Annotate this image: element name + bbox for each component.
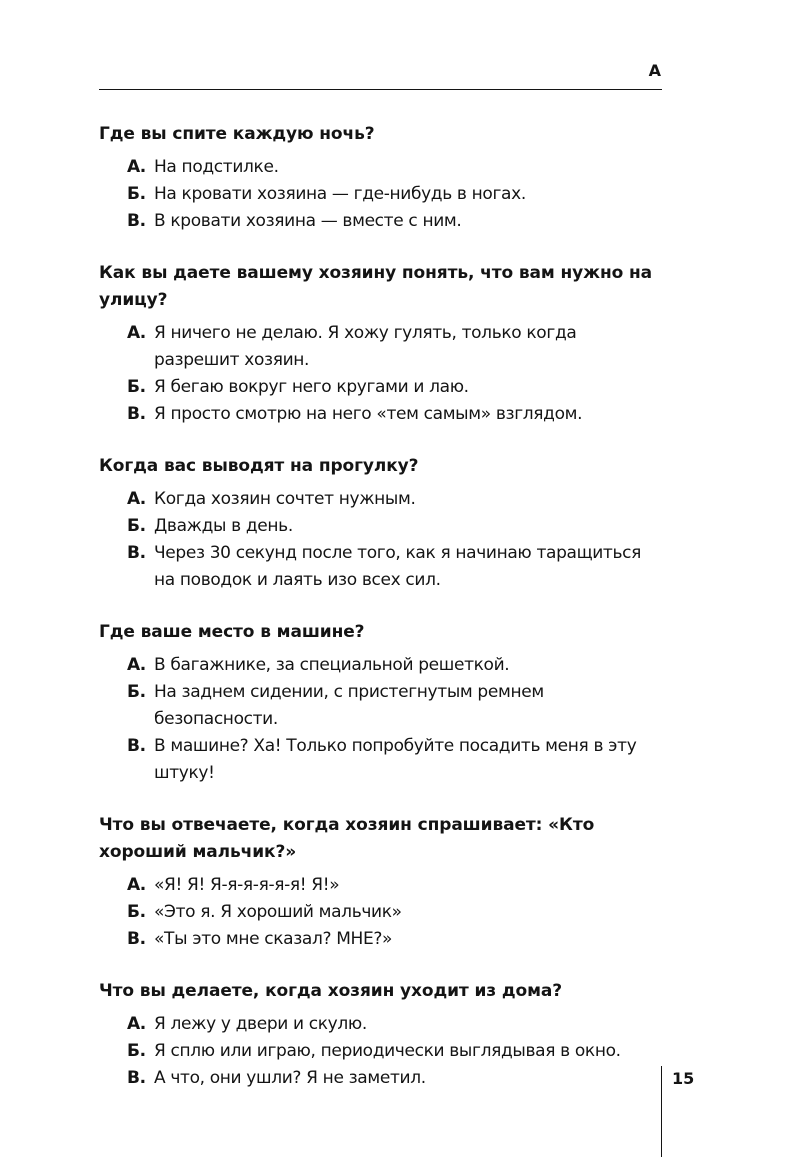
answer-b	[99, 181, 665, 208]
answer-text: Я лежу у двери и скулю.	[154, 1014, 367, 1034]
answer-list	[99, 486, 665, 594]
answer-b	[99, 679, 665, 733]
question-title: Как вы даете вашему хозяину понять, что вам нужно на улицу?	[99, 263, 653, 310]
answer-c	[99, 401, 665, 428]
question-title: Где вы спите каждую ночь?	[99, 124, 375, 144]
header-rule	[99, 89, 662, 90]
answer-letter: Б.	[127, 902, 146, 922]
answer-a	[99, 486, 665, 513]
answer-text: В багажнике, за специальной решеткой.	[154, 655, 510, 675]
answer-b	[99, 374, 665, 401]
running-head: А	[648, 61, 661, 80]
answer-letter: В.	[127, 736, 146, 756]
answer-a	[99, 154, 665, 181]
answer-letter: Б.	[127, 184, 146, 204]
answer-text: «Это я. Я хороший мальчик»	[154, 902, 402, 922]
answer-b	[99, 1038, 665, 1065]
question-6	[99, 978, 665, 1092]
question-4	[99, 619, 665, 787]
answer-text: Я бегаю вокруг него кругами и лаю.	[154, 377, 469, 397]
answer-text: «Ты это мне сказал? МНЕ?»	[154, 929, 393, 949]
answer-letter: В.	[127, 543, 146, 563]
answer-letter: А.	[127, 157, 146, 177]
answer-list	[99, 154, 665, 235]
answer-text: Дважды в день.	[154, 516, 293, 536]
answer-list	[99, 320, 665, 428]
answer-text: На кровати хозяина — где-нибудь в ногах.	[154, 184, 526, 204]
answer-letter: Б.	[127, 682, 146, 702]
answer-text: В кровати хозяина — вместе с ним.	[154, 211, 462, 231]
answer-text: А что, они ушли? Я не заметил.	[154, 1068, 426, 1088]
answer-list	[99, 1011, 665, 1092]
question-2	[99, 260, 665, 428]
answer-letter: А.	[127, 875, 146, 895]
answer-letter: А.	[127, 489, 146, 509]
answer-letter: В.	[127, 404, 146, 424]
answer-a	[99, 1011, 665, 1038]
answer-text: Через 30 секунд после того, как я начинаю таращиться на поводок и лаять изо всех сил.	[154, 543, 642, 590]
answer-letter: Б.	[127, 516, 146, 536]
answer-letter: В.	[127, 929, 146, 949]
question-5	[99, 812, 665, 953]
answer-text: Я сплю или играю, периодически выглядывая в окно.	[154, 1041, 621, 1061]
question-title: Что вы отвечаете, когда хозяин спрашивает: «Кто хороший мальчик?»	[99, 815, 595, 862]
answer-list	[99, 652, 665, 787]
page-number: 15	[672, 1069, 695, 1088]
answer-letter: Б.	[127, 377, 146, 397]
answer-a	[99, 872, 665, 899]
answer-text: На заднем сидении, с пристегнутым ремнем безопасности.	[154, 682, 544, 729]
answer-letter: В.	[127, 211, 146, 231]
answer-c	[99, 733, 665, 787]
question-title: Когда вас выводят на прогулку?	[99, 456, 419, 476]
answer-letter: А.	[127, 1014, 146, 1034]
answer-text: «Я! Я! Я-я-я-я-я-я! Я!»	[154, 875, 340, 895]
answer-text: На подстилке.	[154, 157, 279, 177]
answer-text: Я ничего не делаю. Я хожу гулять, только когда разрешит хозяин.	[154, 323, 577, 370]
answer-c	[99, 208, 665, 235]
quiz-content	[99, 121, 665, 1117]
answer-text: Я просто смотрю на него «тем самым» взглядом.	[154, 404, 583, 424]
answer-a	[99, 652, 665, 679]
answer-c	[99, 540, 665, 594]
answer-b	[99, 899, 665, 926]
page-number-rule	[661, 1066, 662, 1157]
question-1	[99, 121, 665, 235]
answer-a	[99, 320, 665, 374]
answer-b	[99, 513, 665, 540]
answer-c	[99, 926, 665, 953]
answer-list	[99, 872, 665, 953]
answer-text: Когда хозяин сочтет нужным.	[154, 489, 416, 509]
answer-text: В машине? Ха! Только попробуйте посадить меня в эту штуку!	[154, 736, 637, 783]
answer-letter: А.	[127, 655, 146, 675]
answer-letter: А.	[127, 323, 146, 343]
question-title: Что вы делаете, когда хозяин уходит из дома?	[99, 981, 563, 1001]
answer-letter: Б.	[127, 1041, 146, 1061]
answer-c	[99, 1065, 665, 1092]
question-3	[99, 453, 665, 594]
question-title: Где ваше место в машине?	[99, 622, 365, 642]
answer-letter: В.	[127, 1068, 146, 1088]
